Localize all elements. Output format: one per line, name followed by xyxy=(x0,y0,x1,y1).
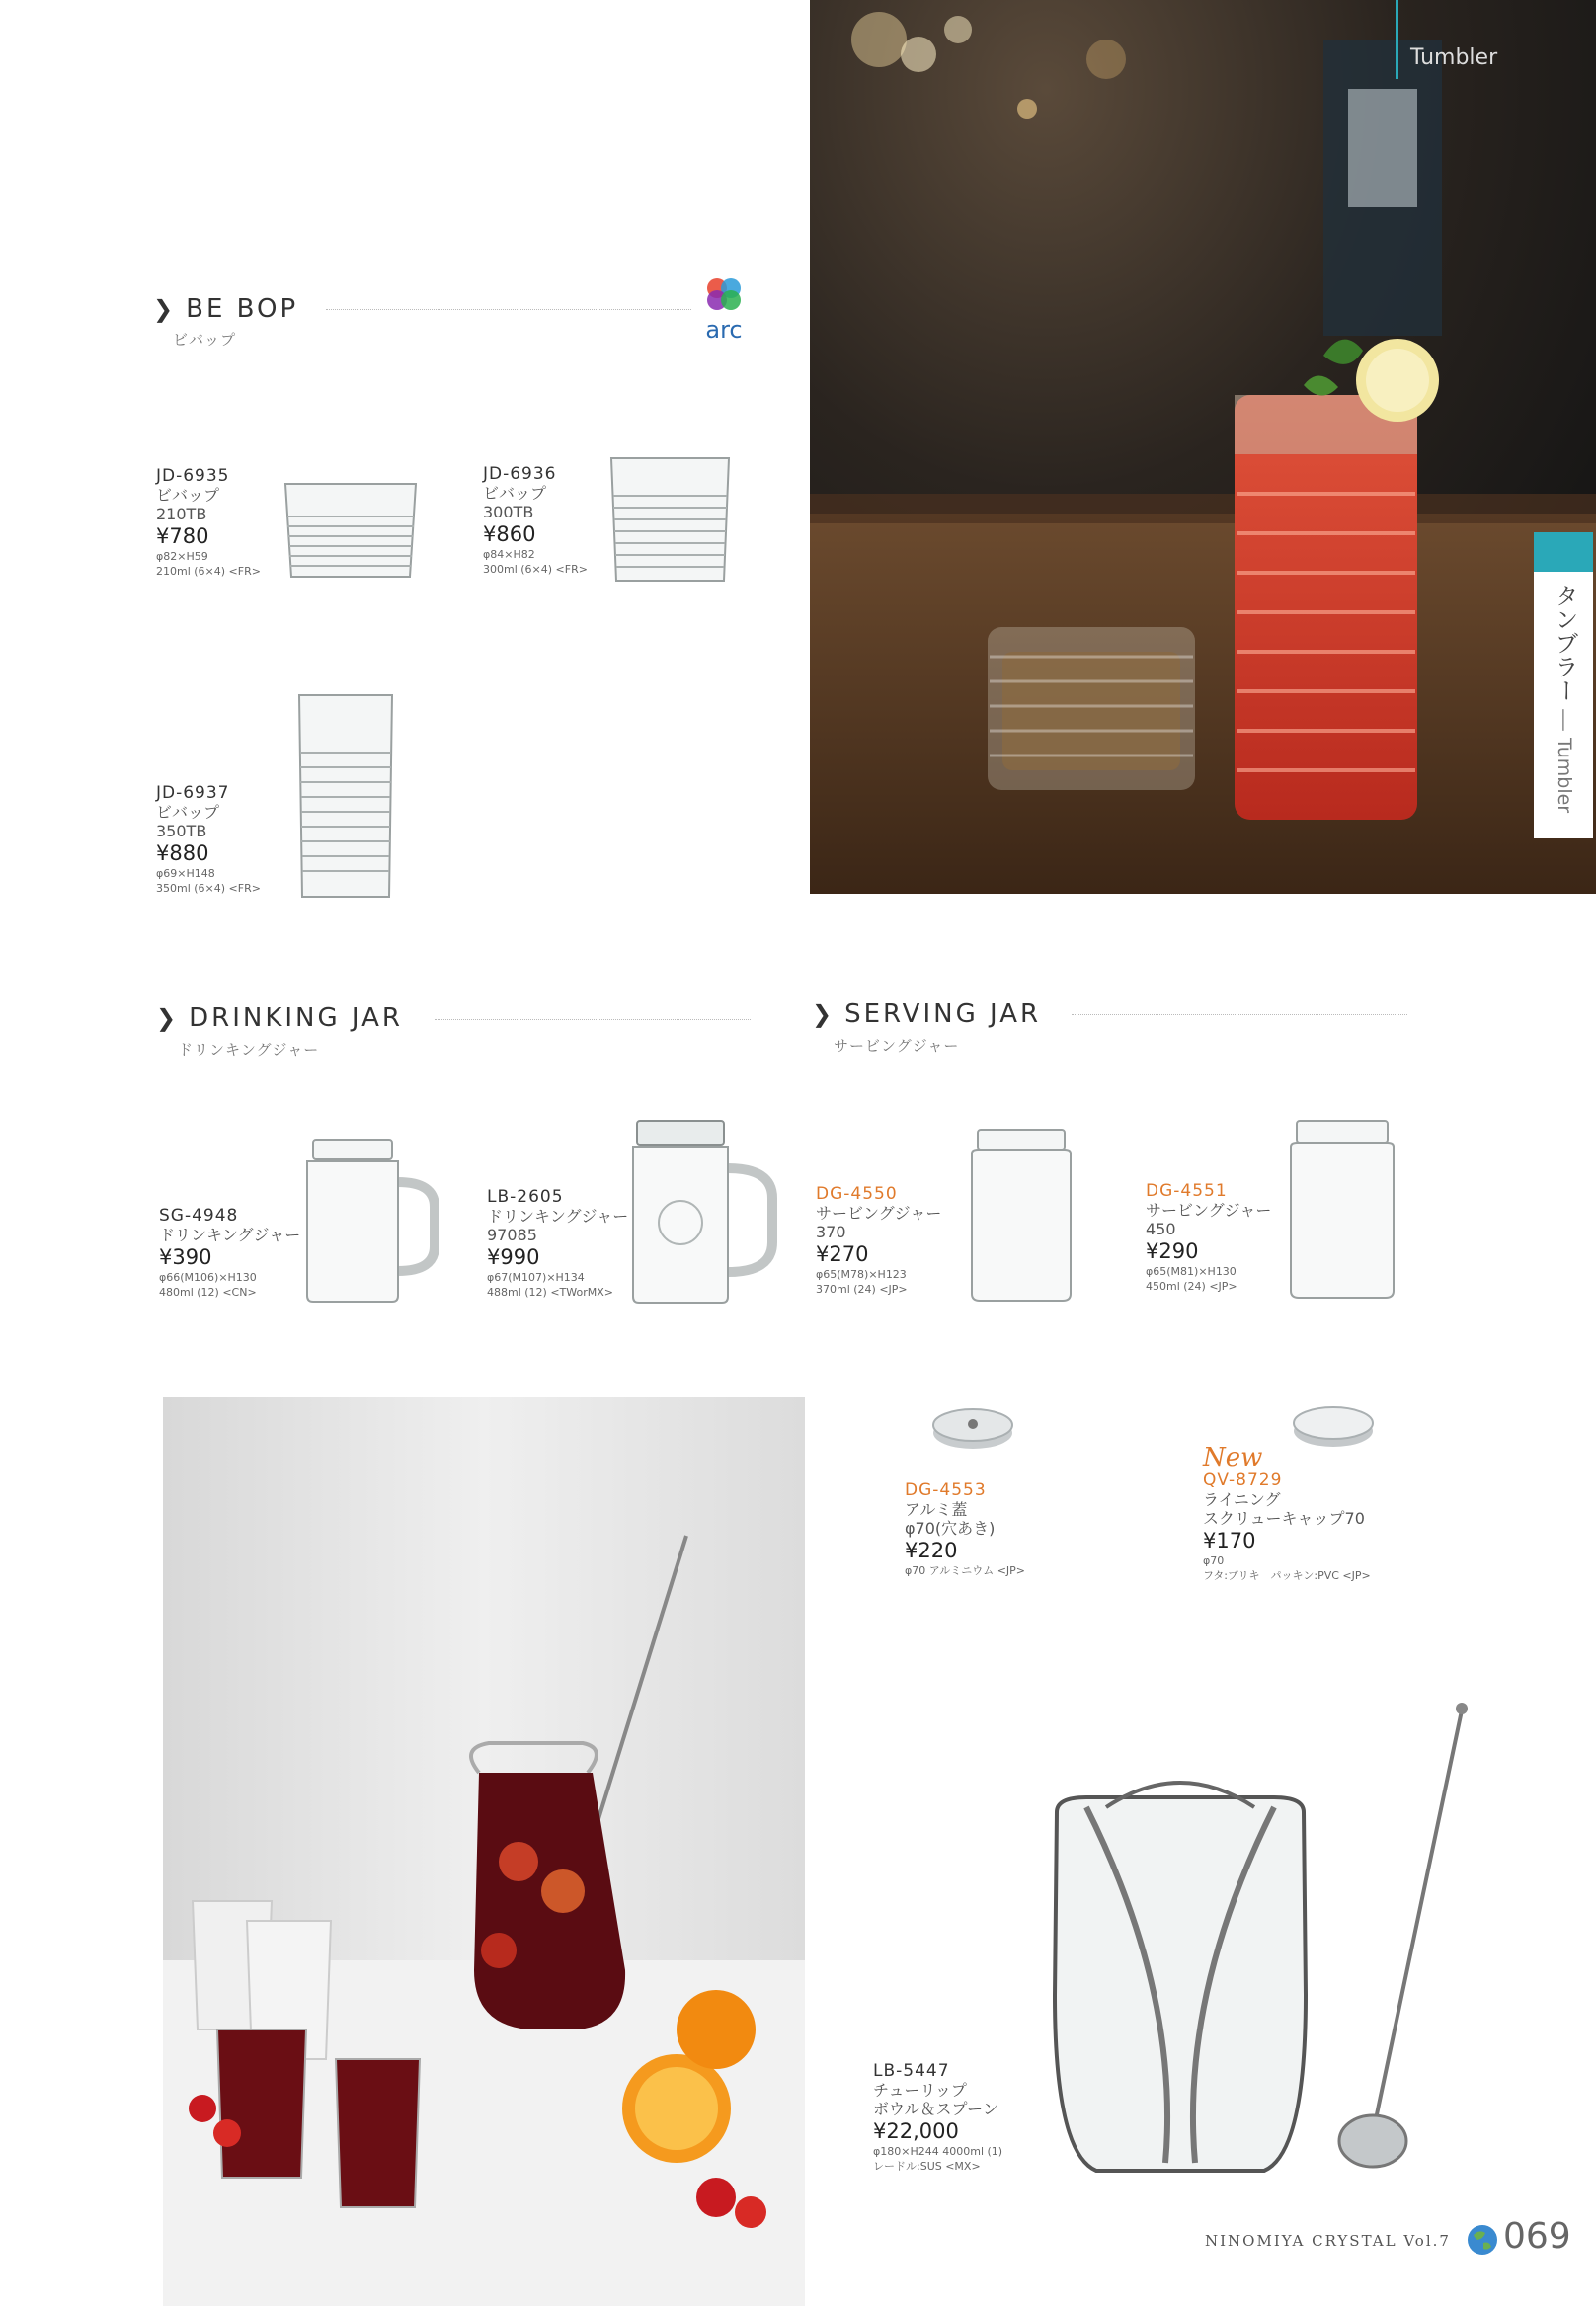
serving-jar-subtitle: サービングジャー xyxy=(834,1037,960,1055)
product-variant: 210TB xyxy=(156,505,207,523)
be-bop-title: ❯ BE BOP xyxy=(153,294,299,324)
product-variant: ボウル＆スプーン xyxy=(873,2100,998,2118)
product-variant: 300TB xyxy=(483,503,534,521)
product-price: ¥270 xyxy=(816,1242,869,1266)
divider xyxy=(435,1019,751,1020)
jar-lb-2605-image xyxy=(629,1119,777,1307)
product-spec: レードル:SUS <MX> xyxy=(873,2160,981,2173)
product-dims: φ66(M106)×H130 xyxy=(159,1271,257,1284)
product-lb-5447 xyxy=(873,2062,1002,2174)
product-dims: φ82×H59 xyxy=(156,550,208,563)
product-capacity: 370ml (24) <JP> xyxy=(816,1283,908,1296)
product-dims: φ84×H82 xyxy=(483,548,535,561)
product-spec: φ70 xyxy=(1203,1554,1225,1567)
product-dg-4551 xyxy=(1146,1182,1271,1294)
product-name: ドリンキングジャー xyxy=(159,1226,301,1244)
product-capacity: 480ml (12) <CN> xyxy=(159,1286,257,1299)
product-dg-4553 xyxy=(905,1481,1025,1578)
product-code: LB-5447 xyxy=(873,2061,950,2081)
lid-dg-4553-image xyxy=(928,1397,1017,1455)
chevron-right-icon: ❯ xyxy=(153,295,177,323)
arc-logo xyxy=(699,275,749,344)
drinking-jar-title: ❯ DRINKING JAR xyxy=(156,1003,403,1033)
arc-logo-text: arc xyxy=(705,316,743,344)
product-variant: スクリューキャップ70 xyxy=(1203,1509,1365,1528)
product-spec: φ70 アルミニウム <JP> xyxy=(905,1564,1026,1577)
product-qv-8729 xyxy=(1203,1444,1371,1583)
product-capacity: 210ml (6×4) <FR> xyxy=(156,565,261,578)
arc-logo-icon xyxy=(699,275,749,314)
product-dims: φ69×H148 xyxy=(156,867,215,880)
glass-jd-6937-image xyxy=(296,693,395,901)
product-price: ¥220 xyxy=(905,1539,958,1562)
product-name: チューリップ xyxy=(873,2081,967,2100)
product-capacity: 450ml (24) <JP> xyxy=(1146,1280,1237,1293)
product-jd-6937 xyxy=(156,784,261,896)
product-variant: 97085 xyxy=(487,1226,537,1244)
chevron-right-icon: ❯ xyxy=(156,1004,180,1032)
product-variant: 450 xyxy=(1146,1220,1176,1238)
product-price: ¥390 xyxy=(159,1245,212,1269)
new-badge: New xyxy=(1203,1443,1263,1472)
product-name: ビバップ xyxy=(156,803,220,822)
page-number: 069 xyxy=(1503,2216,1571,2257)
product-spec-2: フタ:ブリキ パッキン:PVC <JP> xyxy=(1203,1569,1371,1582)
product-lb-2605 xyxy=(487,1188,628,1300)
be-bop-subtitle: ビバップ xyxy=(173,331,237,349)
product-code: DG-4550 xyxy=(816,1184,898,1204)
product-code: DG-4553 xyxy=(905,1480,987,1500)
footer-brand: NINOMIYA CRYSTAL Vol.7 xyxy=(1205,2232,1451,2250)
product-code: QV-8729 xyxy=(1203,1471,1283,1490)
product-dims: φ67(M107)×H134 xyxy=(487,1271,585,1284)
sangria-photo xyxy=(163,1397,805,2306)
product-name: アルミ蓋 xyxy=(905,1500,968,1519)
product-jd-6935 xyxy=(156,467,261,579)
serving-jar-title: ❯ SERVING JAR xyxy=(812,999,1042,1029)
product-variant: 370 xyxy=(816,1223,846,1241)
product-variant: φ70(穴あき) xyxy=(905,1519,996,1538)
product-code: LB-2605 xyxy=(487,1187,564,1207)
product-dg-4550 xyxy=(816,1185,941,1297)
product-capacity: 488ml (12) <TWorMX> xyxy=(487,1286,614,1299)
glass-jd-6935-image xyxy=(281,482,420,581)
divider xyxy=(326,309,691,310)
product-name: サービングジャー xyxy=(816,1204,942,1223)
product-code: DG-4551 xyxy=(1146,1181,1228,1201)
product-name: ライニング xyxy=(1203,1490,1281,1509)
product-name: ドリンキングジャー xyxy=(487,1207,629,1226)
divider xyxy=(1072,1014,1407,1015)
product-price: ¥860 xyxy=(483,522,536,546)
category-label xyxy=(1396,0,1498,79)
product-variant: 350TB xyxy=(156,822,207,840)
product-dims: φ65(M81)×H130 xyxy=(1146,1265,1237,1278)
product-price: ¥880 xyxy=(156,841,209,865)
jar-dg-4550-image xyxy=(966,1128,1077,1304)
chevron-right-icon: ❯ xyxy=(812,1000,836,1028)
product-name: ビバップ xyxy=(483,484,547,503)
jar-dg-4551-image xyxy=(1287,1119,1397,1301)
tulip-bowl-image xyxy=(1047,1699,1481,2183)
product-dims: φ180×H244 4000ml (1) xyxy=(873,2145,1003,2158)
side-tab xyxy=(1534,532,1593,838)
product-name: ビバップ xyxy=(156,486,220,505)
product-code: JD-6935 xyxy=(156,466,230,486)
globe-icon xyxy=(1466,2223,1499,2261)
product-code: JD-6937 xyxy=(156,783,230,803)
bar-photo xyxy=(810,0,1596,894)
product-price: ¥990 xyxy=(487,1245,540,1269)
product-dims: φ65(M78)×H123 xyxy=(816,1268,907,1281)
side-tab-jp: タンブラー xyxy=(1551,584,1578,702)
product-sg-4948 xyxy=(159,1207,300,1300)
product-jd-6936 xyxy=(483,465,588,577)
product-price: ¥780 xyxy=(156,524,209,548)
product-code: SG-4948 xyxy=(159,1206,239,1226)
jar-sg-4948-image xyxy=(301,1138,439,1306)
side-tab-en: Tumbler xyxy=(1554,738,1575,814)
product-capacity: 300ml (6×4) <FR> xyxy=(483,563,588,576)
product-capacity: 350ml (6×4) <FR> xyxy=(156,882,261,895)
side-tab-text: タンブラー—Tumbler xyxy=(1551,584,1578,814)
product-name: サービングジャー xyxy=(1146,1201,1272,1220)
product-price: ¥290 xyxy=(1146,1239,1199,1263)
side-tab-accent xyxy=(1534,532,1593,572)
glass-jd-6936-image xyxy=(608,456,732,585)
product-code: JD-6936 xyxy=(483,464,557,484)
drinking-jar-subtitle: ドリンキングジャー xyxy=(178,1041,320,1059)
category-label-text: Tumbler xyxy=(1410,45,1498,70)
product-price: ¥170 xyxy=(1203,1529,1256,1552)
product-price: ¥22,000 xyxy=(873,2119,959,2143)
